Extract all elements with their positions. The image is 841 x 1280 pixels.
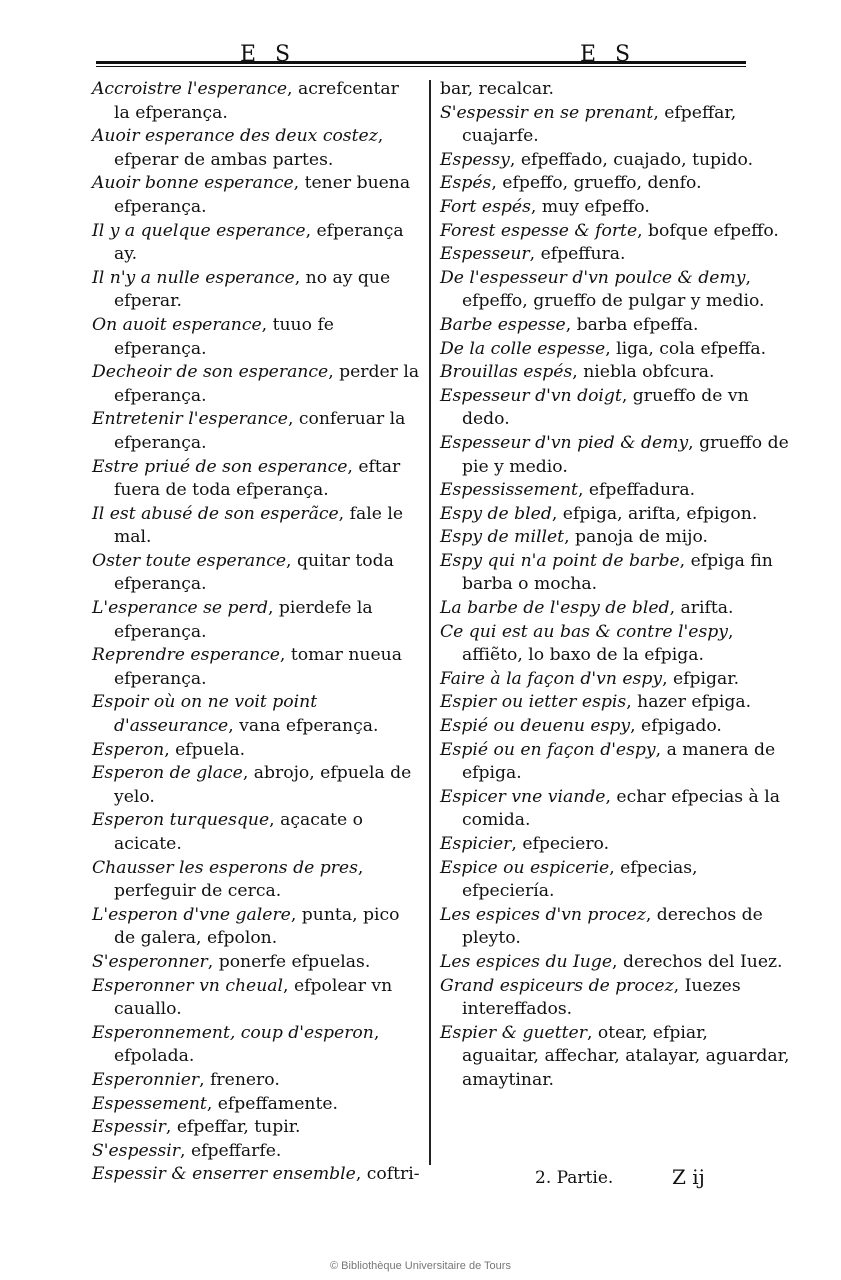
entry-translation: , efpeffo, grueffo, denfo. — [491, 173, 702, 194]
dictionary-entry — [92, 644, 420, 691]
entry-translation: , açacate o acicate. — [114, 810, 363, 854]
signature-mark: Z ij — [672, 1165, 705, 1189]
entry-headword: La barbe de l'espy de bled — [440, 598, 670, 619]
entry-translation: , ponerfe efpuelas. — [207, 951, 371, 972]
dictionary-entry — [440, 314, 790, 338]
dictionary-entry — [92, 739, 420, 763]
entry-headword: Espicer vne viande — [440, 786, 606, 807]
dictionary-entry — [440, 267, 790, 314]
dictionary-entry — [440, 951, 790, 975]
dictionary-entry — [440, 479, 790, 503]
dictionary-entry — [92, 408, 420, 455]
entry-translation: , grueffo de pie y medio. — [462, 432, 789, 477]
entry-translation: , Iuezes intereffados. — [462, 975, 741, 1020]
top-rule-thin — [96, 66, 746, 67]
entry-headword: De la colle espesse — [440, 338, 606, 359]
entry-translation: , conferuar la efperança. — [114, 409, 406, 453]
dictionary-entry — [440, 338, 790, 362]
dictionary-entry — [92, 1069, 420, 1093]
dictionary-entry — [440, 361, 790, 385]
entry-translation: , efpeffarfe. — [180, 1140, 282, 1161]
dictionary-entry — [440, 621, 790, 668]
top-rule — [96, 61, 746, 64]
entry-headword: Espy de millet — [440, 527, 565, 548]
entry-headword: Esperon — [92, 739, 165, 760]
entry-translation: , eftar fuera de toda efperança. — [114, 456, 401, 501]
entry-translation: , coftri- — [355, 1164, 420, 1185]
entry-translation: , frenero. — [199, 1069, 280, 1090]
entry-translation: , efpecias, efpeciería. — [462, 857, 698, 902]
dictionary-entry — [92, 550, 420, 597]
entry-headword: Espier & guetter — [440, 1022, 587, 1043]
entry-headword: Espicier — [440, 834, 512, 854]
entry-headword: Chausser les esperons de pres — [92, 857, 358, 878]
dictionary-entry — [92, 78, 420, 125]
dictionary-entry — [440, 550, 790, 597]
entry-headword: Espessissement — [440, 480, 578, 501]
entry-translation: , efperar de ambas partes. — [114, 126, 384, 170]
entry-translation: bar, recalcar. — [440, 79, 554, 99]
right-column — [440, 78, 790, 1093]
entry-translation: , derechos del Iuez. — [612, 951, 783, 972]
dictionary-entry — [440, 1022, 790, 1093]
entry-headword: Accroistre l'esperance — [92, 79, 288, 99]
dictionary-entry — [440, 739, 790, 786]
dictionary-entry — [92, 597, 420, 644]
entry-headword: Espessy — [440, 149, 510, 170]
entry-translation: , efpeffar, tupir. — [165, 1117, 301, 1138]
dictionary-entry — [440, 243, 790, 267]
entry-headword: Esperonnement, coup d'esperon — [92, 1022, 374, 1043]
entry-headword: Espy de bled — [440, 503, 552, 524]
entry-translation: , efpeffado, cuajado, tupido. — [509, 149, 754, 170]
dictionary-entry — [440, 904, 790, 951]
entry-headword: Les espices d'vn procez — [440, 904, 646, 925]
entry-translation: , efpolada. — [114, 1022, 380, 1067]
entry-translation: , echar efpecias à la comida. — [462, 786, 781, 831]
entry-translation: , efpeffamente. — [206, 1093, 338, 1114]
entry-headword: Esperonnier — [92, 1069, 200, 1090]
dictionary-entry — [440, 715, 790, 739]
entry-translation: , panoja de mijo. — [564, 527, 708, 548]
entry-headword: Ce qui est au bas & contre l'espy — [440, 621, 728, 642]
dictionary-entry — [440, 668, 790, 692]
entry-headword: Il y a quelque esperance — [92, 220, 306, 241]
entry-translation: , muy efpeffo. — [530, 196, 650, 217]
dictionary-entry — [440, 149, 790, 173]
entry-headword: Grand espiceurs de procez — [440, 975, 674, 996]
entry-headword: Forest espesse & forte — [440, 220, 638, 241]
entry-translation: , no ay que efperar. — [114, 267, 391, 312]
entry-headword: Espié ou deuenu espy — [440, 716, 631, 737]
entry-headword: L'esperon d'vne galere — [92, 904, 291, 925]
entry-headword: Estre priué de son esperance — [92, 456, 348, 477]
dictionary-entry — [92, 1140, 420, 1164]
dictionary-entry — [92, 1022, 420, 1069]
entry-translation: , tener buena efperança. — [114, 173, 411, 217]
entry-translation: , efpeffo, grueffo de pulgar y medio. — [462, 267, 765, 312]
dictionary-entry — [440, 597, 790, 621]
library-credit: © Bibliothèque Universitaire de Tours — [330, 1260, 511, 1272]
entry-headword: Esperon de glace — [92, 763, 243, 784]
entry-translation: , arifta. — [669, 598, 734, 619]
entry-translation: , efpiga fin barba o mocha. — [462, 550, 773, 595]
running-head-right: E S — [580, 42, 637, 67]
entry-headword: Esperonner vn cheual — [92, 975, 284, 996]
entry-translation: , efpeciero. — [511, 834, 610, 854]
dictionary-entry — [92, 503, 420, 550]
dictionary-entry — [92, 220, 420, 267]
entry-translation: , derechos de pleyto. — [462, 904, 763, 949]
entry-translation: , efpolear vn cauallo. — [114, 975, 393, 1020]
dictionary-entry — [440, 78, 790, 102]
entry-headword: Decheoir de son esperance — [92, 362, 329, 383]
entry-headword: Espessir — [92, 1117, 166, 1138]
entry-headword: Espés — [440, 173, 492, 194]
dictionary-entry — [440, 857, 790, 904]
entry-translation: , efpeffadura. — [577, 480, 696, 501]
entry-translation: , fale le mal. — [114, 503, 403, 548]
entry-translation: , niebla obfcura. — [572, 362, 715, 383]
entry-headword: S'espessir — [92, 1140, 181, 1161]
entry-translation: , barba efpeffa. — [565, 314, 699, 335]
left-column — [92, 78, 420, 1187]
dictionary-entry — [440, 975, 790, 1022]
entry-headword: Espy qui n'a point de barbe — [440, 550, 680, 571]
dictionary-entry — [92, 361, 420, 408]
entry-translation: , affiẽto, lo baxo de la efpiga. — [462, 621, 734, 666]
dictionary-entry — [440, 691, 790, 715]
entry-translation: , pierdefe la efperança. — [114, 598, 373, 642]
entry-headword: Reprendre esperance — [92, 645, 280, 666]
entry-translation: , efperança ay. — [114, 220, 404, 265]
entry-translation: , abrojo, efpuela de yelo. — [114, 763, 412, 807]
dictionary-entry — [92, 314, 420, 361]
entry-headword: Fort espés — [440, 196, 531, 217]
dictionary-entry — [92, 904, 420, 951]
dictionary-entry — [440, 833, 790, 857]
entry-headword: Espesseur — [440, 244, 530, 265]
entry-translation: , hazer efpiga. — [626, 692, 752, 713]
entry-headword: De l'espesseur d'vn poulce & demy — [440, 267, 746, 288]
dictionary-entry — [92, 1093, 420, 1117]
entry-headword: Entretenir l'esperance — [92, 409, 288, 430]
entry-headword: On auoit esperance — [92, 314, 262, 335]
signature-part: 2. Partie. — [535, 1168, 614, 1188]
dictionary-entry — [440, 196, 790, 220]
entry-headword: Auoir esperance des deux costez — [92, 126, 378, 147]
dictionary-entry — [440, 172, 790, 196]
dictionary-entry — [92, 267, 420, 314]
entry-translation: , efpuela. — [164, 739, 246, 760]
entry-translation: , quitar toda efperança. — [114, 550, 394, 595]
entry-translation: , vana efperança. — [228, 716, 379, 737]
dictionary-entry — [92, 762, 420, 809]
entry-headword: Espesseur d'vn pied & demy — [440, 432, 689, 453]
entry-headword: Brouillas espés — [440, 362, 573, 383]
dictionary-entry — [92, 1116, 420, 1140]
dictionary-entry — [440, 526, 790, 550]
entry-translation: , liga, cola efpeffa. — [605, 338, 767, 359]
entry-translation: , tomar nueua efperança. — [114, 645, 402, 689]
entry-headword: L'esperance se perd — [92, 598, 268, 619]
entry-translation: , perder la efperança. — [114, 362, 420, 406]
entry-headword: Espesseur d'vn doigt — [440, 385, 622, 406]
entry-headword: Esperon turquesque — [92, 810, 270, 831]
entry-translation: , efpeffar, cuajarfe. — [462, 102, 737, 147]
dictionary-entry — [440, 385, 790, 432]
entry-headword: Oster toute esperance — [92, 550, 287, 571]
entry-translation: , efpiga, arifta, efpigon. — [551, 503, 758, 524]
entry-headword: Il est abusé de son esperãce — [92, 503, 339, 524]
entry-translation: , tuuo fe efperança. — [114, 314, 334, 359]
dictionary-entry — [440, 503, 790, 527]
entry-translation: , punta, pico de galera, efpolon. — [114, 904, 400, 949]
dictionary-entry — [440, 220, 790, 244]
entry-headword: Faire à la façon d'vn espy — [440, 668, 663, 689]
entry-translation: , otear, efpiar, aguaitar, affechar, atalayar, aguardar, amaytinar. — [462, 1022, 790, 1090]
entry-headword: Espessir & enserrer ensemble — [92, 1164, 356, 1185]
entry-translation: , perfeguir de cerca. — [114, 857, 364, 902]
entry-headword: S'espessir en se prenant — [440, 102, 654, 123]
dictionary-entry — [92, 172, 420, 219]
dictionary-entry — [440, 786, 790, 833]
dictionary-entry — [92, 1163, 420, 1187]
entry-headword: Espoir où on ne voit point d'asseurance — [92, 692, 318, 737]
dictionary-entry — [92, 809, 420, 856]
entry-translation: , acrefcentar la efperança. — [114, 79, 399, 123]
dictionary-entry — [92, 951, 420, 975]
entry-headword: Espié ou en façon d'espy — [440, 739, 656, 760]
dictionary-entry — [92, 691, 420, 738]
entry-translation: , efpigado. — [630, 716, 722, 737]
entry-translation: , efpeffura. — [529, 244, 626, 265]
entry-headword: Barbe espesse — [440, 314, 566, 335]
entry-headword: S'esperonner — [92, 951, 208, 972]
entry-translation: , a manera de efpiga. — [462, 739, 776, 784]
dictionary-entry — [92, 975, 420, 1022]
entry-headword: Espier ou ietter espis — [440, 692, 627, 713]
dictionary-entry — [440, 102, 790, 149]
entry-headword: Espessement — [92, 1093, 207, 1114]
dictionary-entry — [440, 432, 790, 479]
entry-headword: Les espices du Iuge — [440, 951, 613, 972]
entry-translation: , efpigar. — [662, 668, 740, 689]
entry-translation: , bofque efpeffo. — [637, 220, 779, 241]
running-head-left: E S — [240, 42, 297, 67]
entry-headword: Auoir bonne esperance — [92, 173, 294, 194]
entry-headword: Espice ou espicerie — [440, 857, 610, 878]
column-divider — [429, 80, 431, 1165]
entry-headword: Il n'y a nulle esperance — [92, 267, 295, 288]
entry-translation: , grueffo de vn dedo. — [462, 385, 749, 430]
dictionary-entry — [92, 125, 420, 172]
dictionary-entry — [92, 857, 420, 904]
dictionary-entry — [92, 456, 420, 503]
